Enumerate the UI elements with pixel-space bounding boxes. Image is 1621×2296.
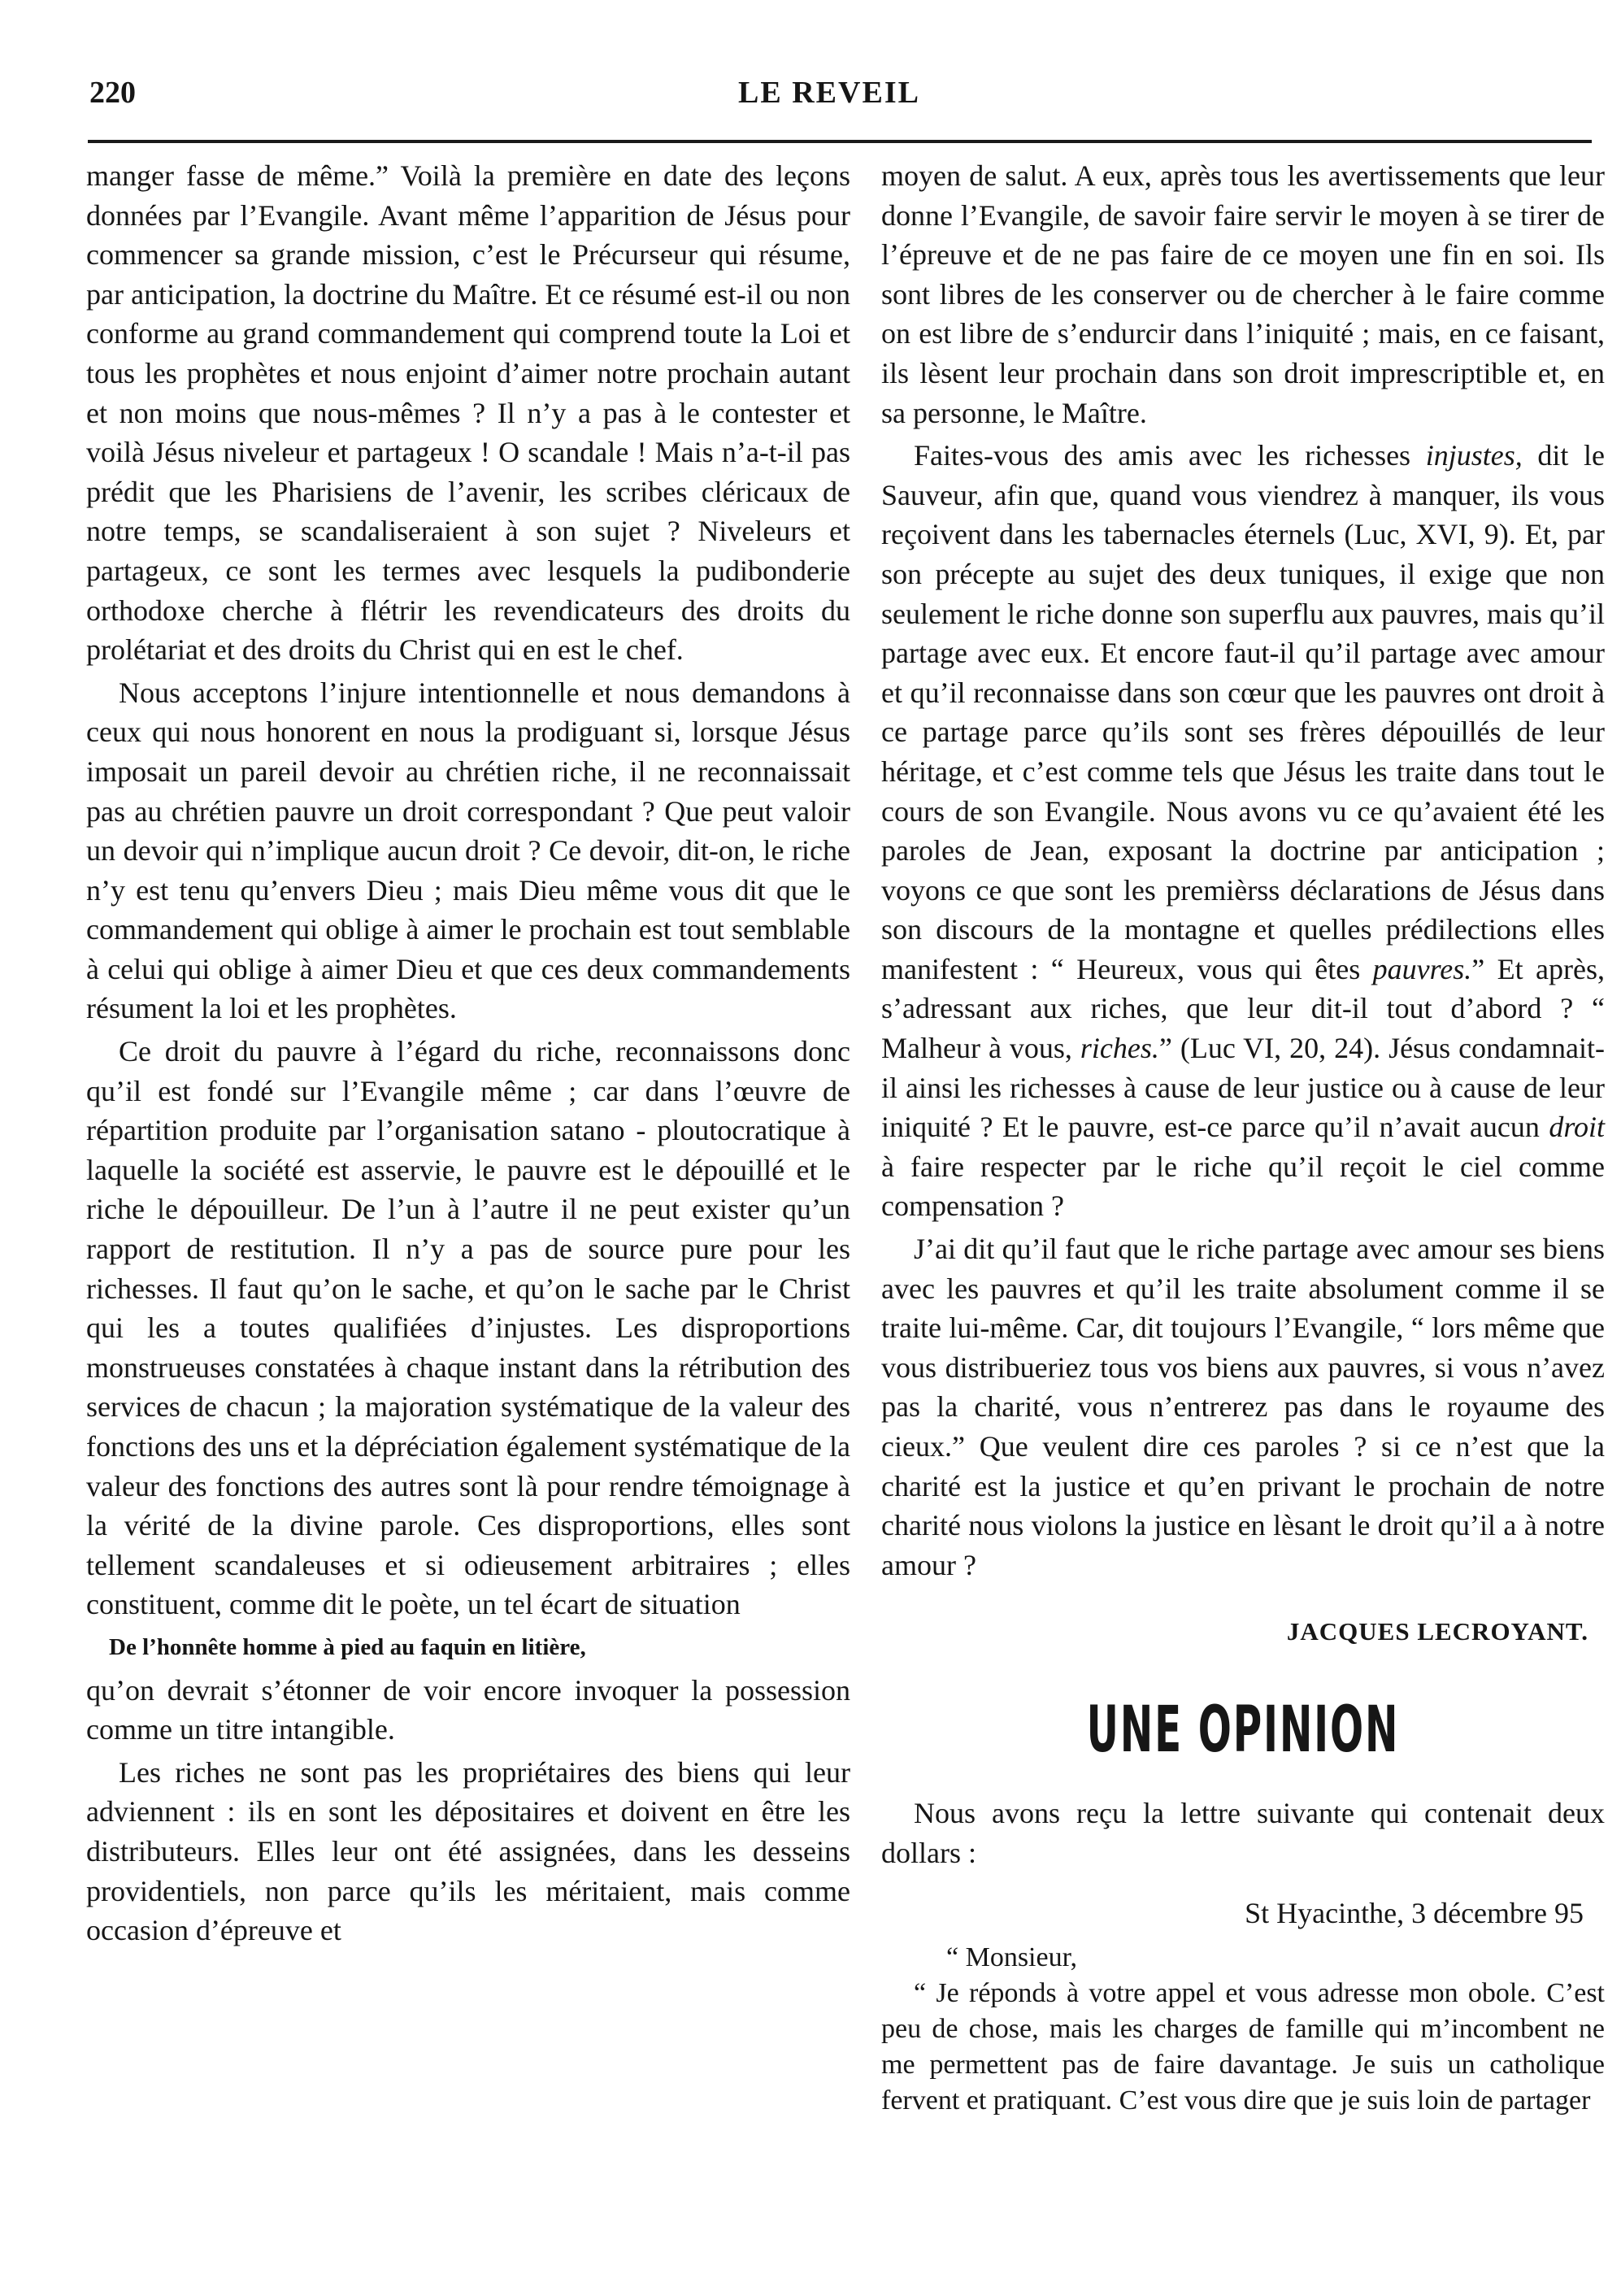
text-run: à faire respecter par le riche qu’il reçoit le ciel comme compensation ? (881, 1150, 1605, 1223)
text-run: dit le Sauveur, afin que, quand vous viendrez à manquer, ils vous reçoivent dans les tabernacles éternels (Luc, XVI, 9). Et, par son précepte au sujet des deux tuniques, il exige que non seulement le riche donne son superflu aux pauvres, mais qu’il partage avec eux. Et encore faut-il qu’il partage avec amour et qu’il reconnaisse dans son cœur que les pauvres ont droit à ce partage parce qu’ils sont ses frères dépouillés de leur héritage, et c’est comme tels que Jésus les traite dans tout le cours de son Evangile. Nous avons vu ce qu’avaient été les paroles de Jean, exposant la doctrine par anticipation ; voyons ce que sont les premièrss déclarations de Jésus dans son discours de la montagne et quelles prédilections elles manifestent : “ Heureux, vous qui êtes (881, 439, 1606, 985)
letter-dateline: St Hyacinthe, 3 décembre 95 (1245, 1897, 1584, 1930)
left-paragraph-1: manger fasse de même.” Voilà la première en date des leçons données par l’Evangile. Avant même l’apparition de Jésus pour commencer sa grande mission, c’est le Précurseur qui résume, par anticipation, la doctrine du Maître. Et ce résumé est-il ou non conforme au grand commandement qui comprend toute la Loi et tous les prophètes et nous enjoint d’aimer notre prochain autant et non moins que nous-mêmes ? Il n’y a pas à le contester et voilà Jésus niveleur et partageux ! O scandale ! Mais n’a-t-il pas prédit que les Pharisiens de l’avenir, les scribes cléricaux de notre temps, se scandaliseraient à son sujet ? Niveleurs et partageux, ce sont les termes avec lesquels la pudibonderie orthodoxe cherche à flétrir les revendicateurs des droits du prolétariat et des droits du Christ qui en est le chef. (86, 159, 850, 667)
left-column (86, 156, 850, 1954)
text-run: Faites-vous des amis avec les richesses (914, 439, 1426, 472)
page-header (89, 75, 1569, 124)
journal-title: LE REVEIL (738, 76, 920, 110)
text-run: ” Et après, s’adressant aux riches, que leur dit-il tout d’abord ? “ Malheur à vous, (881, 952, 1605, 1065)
left-paragraph-4: qu’on devrait s’étonner de voir encore invoquer la possession comme un titre intangible. (86, 1673, 850, 1746)
emphasis: pauvres. (1372, 952, 1472, 985)
emphasis: injustes, (1425, 439, 1523, 472)
right-column (881, 156, 1605, 2122)
right-paragraph-1: moyen de salut. A eux, après tous les avertissements que leur donne l’Evangile, de savoir faire servir le moyen à se tirer de l’épreuve et de ne pas faire de ce moyen une fin en soi. Ils sont libres de les conserver ou de chercher à le faire comme on est libre de s’endurcir dans l’iniquité ; mais, en ce faisant, ils lèsent leur prochain dans son droit imprescriptible et, en sa personne, le Maître. (881, 159, 1605, 429)
author-signature: JACQUES LECROYANT. (1286, 1617, 1588, 1646)
left-paragraph-5: Les riches ne sont pas les propriétaires des biens qui leur adviennent : ils en sont les dépositaires et doivent en être les distributeurs. Elles leur ont été assignées, dans les desseins providentiels, non parce qu’ils les méritaient, mais comme occasion d’épreuve et (86, 1755, 850, 1947)
emphasis: droit (1549, 1111, 1605, 1144)
verse-quote: De l’honnête homme à pied au faquin en litière, (109, 1633, 586, 1660)
text-run: ” (Luc VI, 20, 24). Jésus condamnait-il ainsi les richesses à cause de leur justice ou à cause de leur iniquité ? Et le pauvre, est-ce parce qu’il n’avait aucun (881, 1032, 1605, 1144)
letter-body: “ Je réponds à votre appel et vous adresse mon obole. C’est peu de chose, mais les charges de famille qui m’incombent ne me permettent pas de faire davantage. Je suis un catholique fervent et pratiquant. C’est vous dire que je suis loin de partager (881, 1977, 1605, 2116)
left-paragraph-3: Ce droit du pauvre à l’égard du riche, reconnaissons donc qu’il est fondé sur l’Evangile même ; car dans l’œuvre de répartition produite par l’organisation satano - ploutocratique à laquelle la société est asservie, le pauvre est le dépouillé et le riche le dépouilleur. De l’un à l’autre il ne peut exister qu’un rapport de restitution. Il n’y a pas de source pure pour les richesses. Il faut qu’on le sache, et qu’on le sache par le Christ qui les a toutes qualifiées d’injustes. Les disproportions monstrueuses constatées à chaque instant dans la rétribution des services de chacun ; la majoration systématique de la valeur des fonctions des uns et la dépréciation également systématique de la valeur des fonctions des autres sont là pour rendre témoignage à la vérité de la divine parole. Ces disproportions, elles sont tellement scandaleuses et si odieusement arbitraires ; elles constituent, comme dit le poète, un tel écart de situation (86, 1035, 850, 1621)
intro-paragraph: Nous avons reçu la lettre suivante qui contenait deux dollars : (881, 1796, 1605, 1869)
header-rule (88, 140, 1592, 143)
section-headline: UNE OPINION (1086, 1693, 1400, 1767)
page-number: 220 (89, 76, 136, 110)
left-paragraph-2: Nous acceptons l’injure intentionnelle et nous demandons à ceux qui nous honorent en nous la prodiguant si, lorsque Jésus imposait un pareil devoir au chrétien riche, il ne reconnaissait pas au chrétien pauvre un droit correspondant ? Que peut valoir un devoir qui n’implique aucun droit ? Ce devoir, dit-on, le riche n’y est tenu qu’envers Dieu ; mais Dieu même vous dit que le commandement qui oblige à aimer le prochain est tout semblable à celui qui oblige à aimer Dieu et que ces deux commandements résument la loi et les prophètes. (86, 676, 850, 1025)
letter-salutation: “ Monsieur, (946, 1942, 1078, 1972)
right-paragraph-2 (881, 436, 1605, 1226)
emphasis: riches. (1080, 1032, 1159, 1065)
right-paragraph-3: J’ai dit qu’il faut que le riche partage avec amour ses biens avec les pauvres et qu’il les traite absolument comme il se traite lui-même. Car, dit toujours l’Evangile, “ lors même que vous distribueriez tous vos biens aux pauvres, si vous n’avez pas la charité, vous n’entrerez pas dans le royaume des cieux.” Que veulent dire ces paroles ? si ce n’est que la charité est la justice et qu’en privant le prochain de notre charité nous violons la justice en lèsant le droit qu’il a à notre amour ? (881, 1233, 1605, 1581)
